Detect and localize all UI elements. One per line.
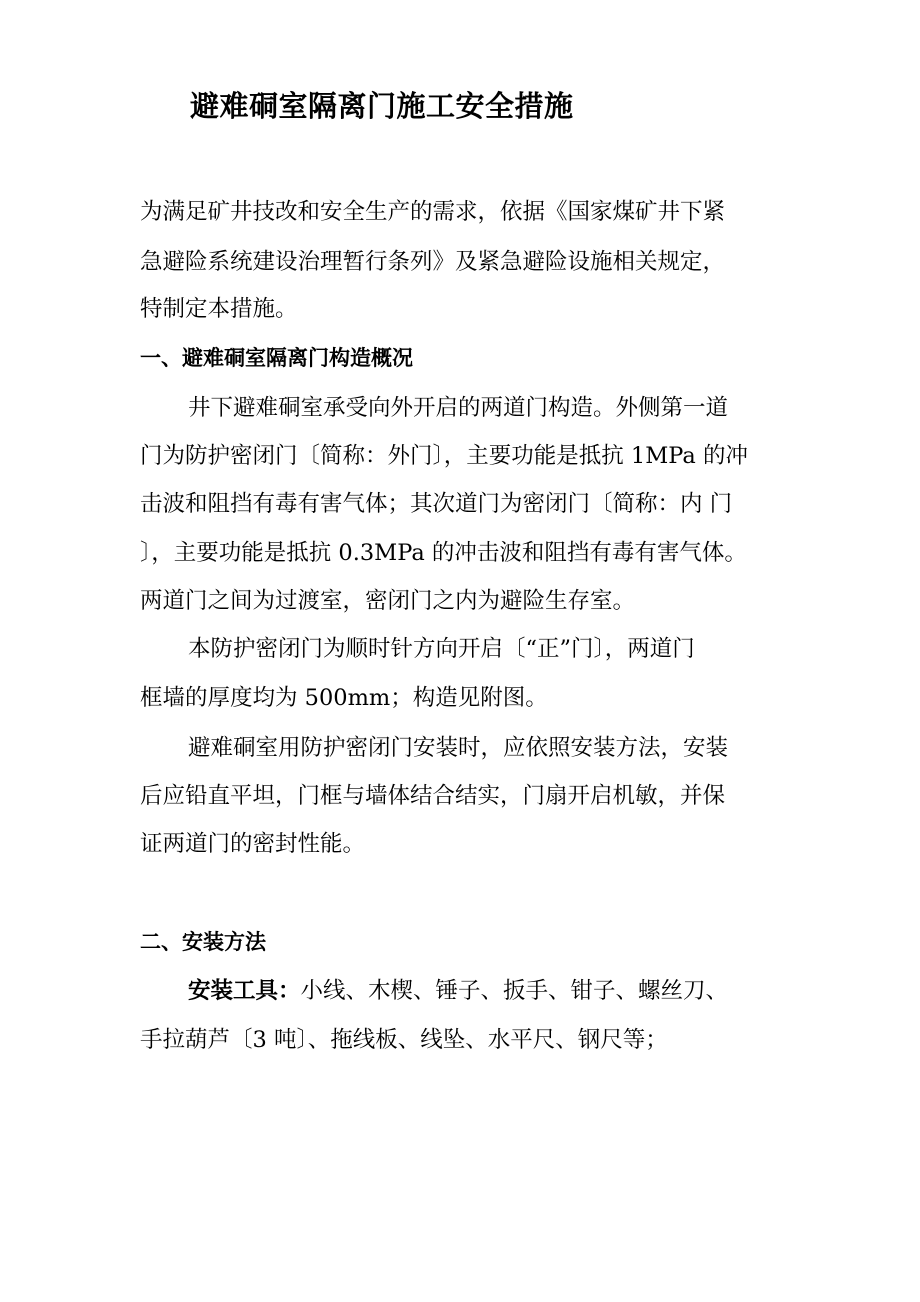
intro-line-2: 急避险系统建设治理暂行条列》及紧急避险设施相关规定， [140,249,726,275]
section-1-para-3-line-3: 证两道门的密封性能。 [140,831,366,857]
intro-line-3: 特制定本措施。 [140,296,298,322]
section-1-heading: 一、避难硐室隔离门构造概况 [140,345,413,370]
tools-label: 安装工具： [188,978,301,1004]
section-1-para-1-line-4: 〕，主要功能是抵抗 0.3MPa 的冲击波和阻挡有毒有害气体。 [140,540,747,566]
section-1-para-3-line-2: 后应铅直平坦，门框与墙体结合结实，门扇开启机敏，并保 [140,783,726,809]
tools-list-part-1: 小线、木楔、锤子、扳手、钳子、螺丝刀、 [300,978,729,1004]
section-1-para-1-line-2: 门为防护密闭门〔简称：外门〕，主要功能是抵抗 1MPa 的冲 [140,443,748,469]
section-2-tools-line-1 [188,975,728,1007]
section-1-para-2-line-1: 本防护密闭门为顺时针方向开启〔“正”门〕，两道门 [188,636,695,662]
section-1-para-2-line-2: 框墙的厚度均为 500mm；构造见附图。 [140,685,548,711]
section-1-para-1-line-1: 井下避难硐室承受向外开启的两道门构造。外侧第一道 [188,395,729,421]
section-1-para-1-line-3: 击波和阻挡有毒有害气体；其次道门为密闭门〔简称：内 门 [140,491,733,517]
intro-line-1: 为满足矿井技改和安全生产的需求，依据《国家煤矿井下紧 [140,199,726,225]
section-1-para-1-line-5: 两道门之间为过渡室，密闭门之内为避险生存室。 [140,588,636,614]
section-2-tools-line-2: 手拉葫芦〔3 吨〕、拖线板、线坠、水平尺、钢尺等； [140,1027,668,1053]
section-1-para-3-line-1: 避难硐室用防护密闭门安装时，应依照安装方法，安装 [188,735,729,761]
document-title: 避难硐室隔离门施工安全措施 [190,89,574,123]
section-2-heading: 二、安装方法 [140,929,266,954]
